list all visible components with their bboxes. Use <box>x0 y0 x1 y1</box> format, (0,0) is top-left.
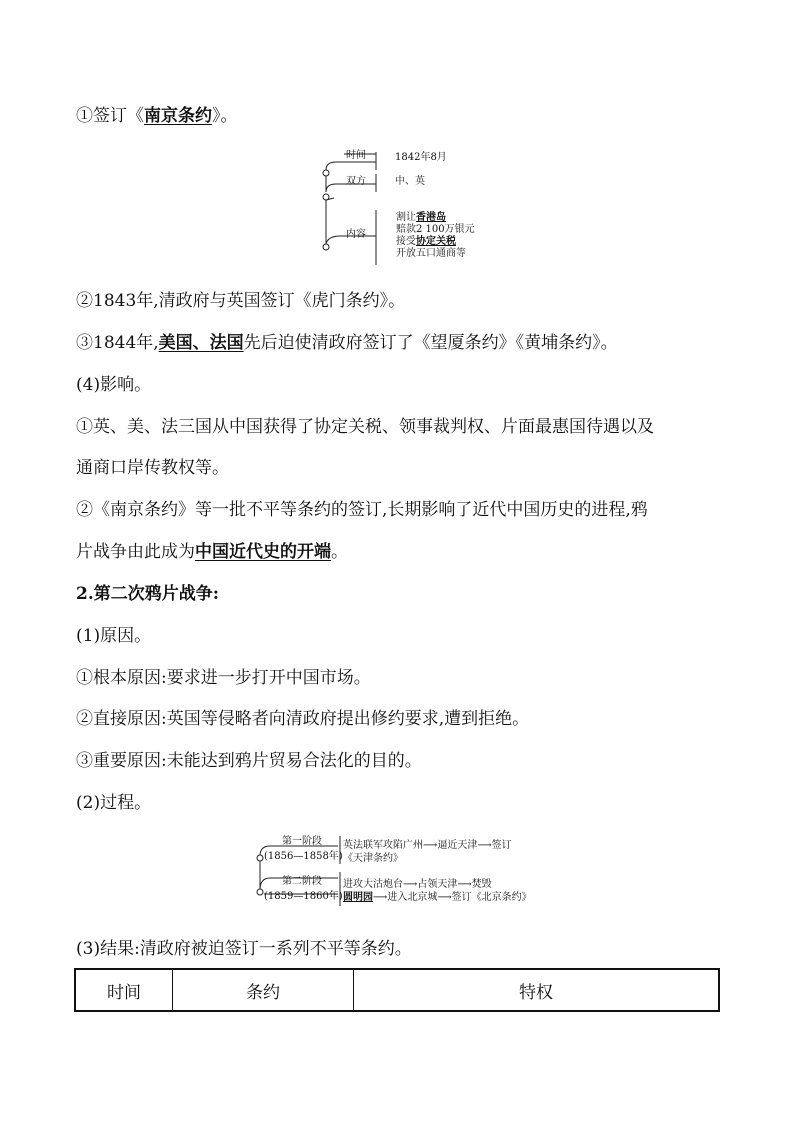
section-causes: (1)原因。 <box>76 626 152 646</box>
table-header-cell: 条约 <box>173 969 354 1011</box>
stage2-events: 进攻大沽炮台⟶占领天津⟶焚毁 <box>343 879 492 890</box>
para-text: ①签订《 <box>76 106 144 126</box>
nanjing-treaty-keyword: 南京条约 <box>144 106 212 126</box>
cause-important: ③重要原因:未能达到鸦片贸易合法化的目的。 <box>76 751 422 771</box>
para-impact-1a: ①英、美、法三国从中国获得了协定关税、领事裁判权、片面最惠国待遇以及 <box>76 417 654 437</box>
section-process: (2)过程。 <box>76 793 152 813</box>
section-heading-second-war: 2.第二次鸦片战争: <box>76 584 220 604</box>
para-impact-2b <box>76 541 348 563</box>
para-text: 片战争由此成为 <box>76 542 195 562</box>
time-value: 1842年8月 <box>395 152 447 163</box>
modern-history-keyword: 中国近代史的开端 <box>195 542 331 562</box>
time-label: 时间 <box>346 150 366 161</box>
para-impact-1b: 通商口岸传教权等。 <box>76 458 229 478</box>
content-label: 内容 <box>346 229 366 240</box>
content-item: 割让香港岛 <box>396 212 446 223</box>
para-text: 先后迫使清政府签订了《望厦条约》《黄埔条约》。 <box>243 333 618 353</box>
para-impact-2a: ②《南京条约》等一批不平等条约的签订,长期影响了近代中国历史的进程,鸦 <box>76 500 648 520</box>
content-item: 接受协定关税 <box>396 236 456 247</box>
section-impact: (4)影响。 <box>76 375 152 395</box>
nanjing-treaty-diagram <box>300 140 500 270</box>
treaty-table <box>74 968 720 1012</box>
para-wangxia <box>76 332 618 354</box>
cause-direct: ②直接原因:英国等侵略者向清政府提出修约要求,遭到拒绝。 <box>76 709 530 729</box>
stage2-events-2: 圆明园⟶进入北京城⟶签订《北京条约》 <box>343 892 532 903</box>
stage1-events: 英法联军攻陷广州⟶逼近天津⟶签订 <box>343 840 512 851</box>
stage1-label: 第一阶段 <box>282 836 322 847</box>
cause-root: ①根本原因:要求进一步打开中国市场。 <box>76 668 371 688</box>
para-nanjing <box>76 105 238 127</box>
parties-label: 双方 <box>346 176 366 187</box>
content-list <box>396 212 475 260</box>
stage2-label: 第二阶段 <box>282 876 322 887</box>
content-item: 开放五口通商等 <box>396 248 466 259</box>
table-header-cell: 特权 <box>354 969 720 1011</box>
para-text: 》。 <box>212 106 238 126</box>
para-humen: ②1843年,清政府与英国签订《虎门条约》。 <box>76 291 406 311</box>
stage2-years: (1859—1860年) <box>264 891 343 902</box>
us-france-keyword: 美国、法国 <box>158 333 244 353</box>
parties-value: 中、英 <box>395 176 425 187</box>
content-item: 赔款2 100万银元 <box>396 224 475 235</box>
table-header-row <box>75 969 719 1011</box>
para-text: ③1844年, <box>76 333 159 353</box>
para-text: 。 <box>331 542 348 562</box>
table-header-cell: 时间 <box>75 969 173 1011</box>
second-war-process-diagram <box>248 834 558 914</box>
section-result: (3)结果:清政府被迫签订一系列不平等条约。 <box>76 939 412 959</box>
stage1-treaty: 《天津条约》 <box>343 853 403 864</box>
stage1-years: (1856—1858年) <box>264 851 343 862</box>
